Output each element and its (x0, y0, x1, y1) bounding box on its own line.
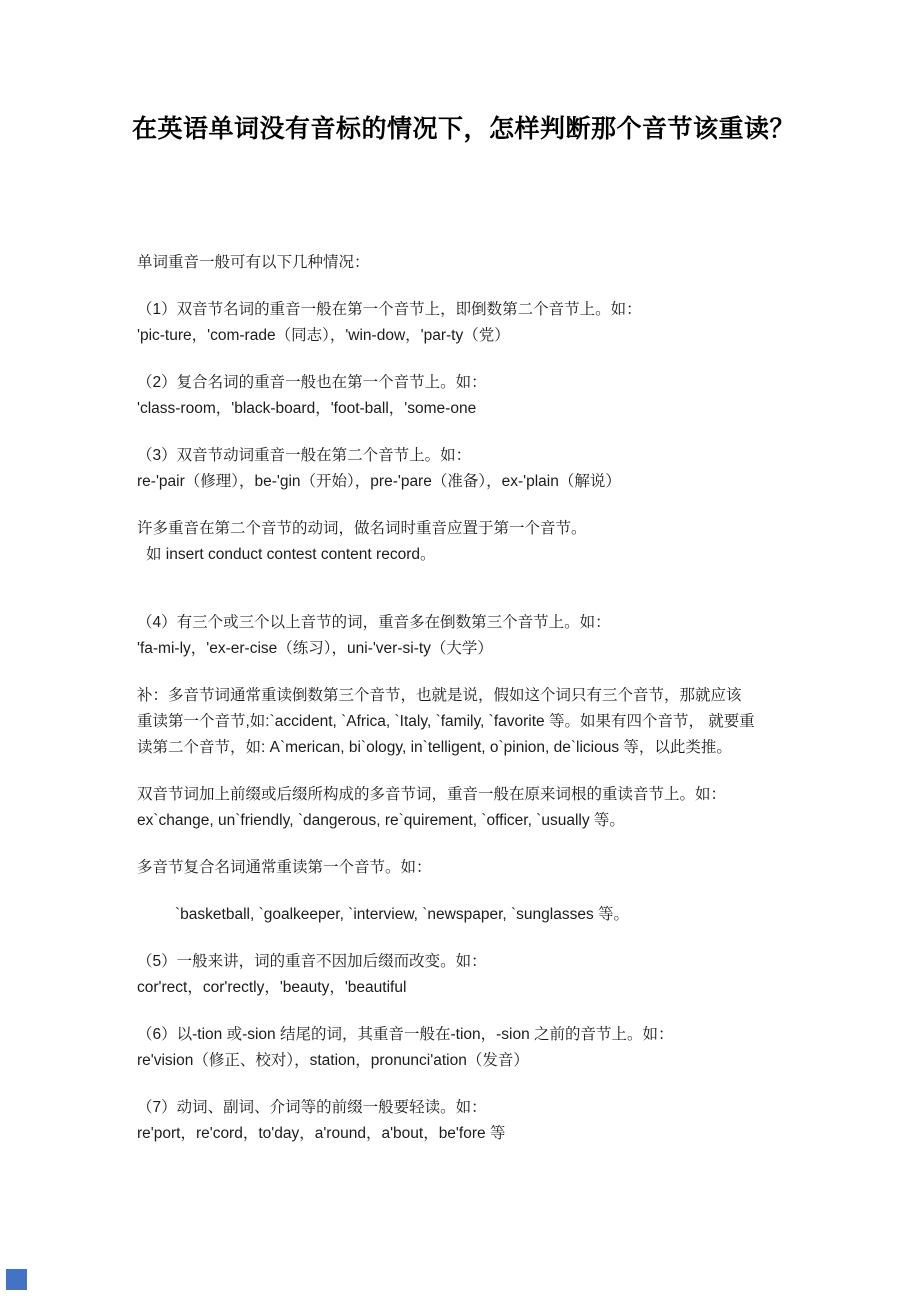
paragraph-rule-6 (137, 1022, 808, 1074)
paragraph-rule-4 (137, 610, 808, 662)
rule-examples: re-'pair（修理），be-'gin（开始），pre-'pare（准备），ex-'plain（解说） (137, 473, 621, 490)
note-examples: ex`change, un`friendly, `dangerous, re`quirement, `officer, `usually 等。 (137, 812, 625, 829)
paragraph-rule-7 (137, 1095, 808, 1147)
note-examples: `basketball, `goalkeeper, `interview, `newspaper, `sunglasses 等。 (175, 906, 630, 923)
rule-heading: （2）复合名词的重音一般也在第一个音节上。如： (137, 374, 487, 391)
rule-heading: （7）动词、副词、介词等的前缀一般要轻读。如： (137, 1099, 487, 1116)
intro-paragraph (137, 250, 808, 276)
note-line: 多音节复合名词通常重读第一个音节。如： (137, 859, 432, 876)
rule-heading: （4）有三个或三个以上音节的词，重音多在倒数第三个音节上。如： (137, 614, 611, 631)
supplement-line-1: 补：多音节词通常重读倒数第三个音节，也就是说，假如这个词只有三个音节，那就应该 (137, 687, 742, 704)
page-corner-marker (6, 1269, 27, 1290)
rule-examples: 'fa-mi-ly，'ex-er-cise（练习），uni-'ver-si-ty（大学） (137, 640, 493, 657)
paragraph-compound-noun-examples (137, 902, 808, 928)
paragraph-rule-2 (137, 370, 808, 422)
note-line: 许多重音在第二个音节的动词，做名词时重音应置于第一个音节。 (137, 520, 587, 537)
paragraph-compound-noun-note (137, 855, 808, 881)
paragraph-rule-5 (137, 949, 808, 1001)
note-examples: 如 insert conduct contest content record。 (146, 546, 436, 563)
supplement-line-3: 读第二个音节，如: A`merican, bi`ology, in`telligent, o`pinion, de`licious 等，以此类推。 (137, 739, 732, 756)
document-title: 在英语单词没有音标的情况下，怎样判断那个音节该重读？ (131, 115, 795, 143)
paragraph-affix-note (137, 782, 808, 834)
paragraph-supplement-note (137, 683, 808, 761)
rule-examples: 'class-room，'black-board，'foot-ball，'some-one (137, 400, 477, 417)
intro-line: 单词重音一般可有以下几种情况： (137, 254, 370, 271)
rule-examples: cor'rect，cor'rectly，'beauty，'beautiful (137, 979, 407, 996)
paragraph-rule-1 (137, 297, 808, 349)
rule-heading: （6）以-tion 或-sion 结尾的词，其重音一般在-tion，-sion 之前的音节上。如： (137, 1026, 674, 1043)
note-line: 双音节词加上前缀或后缀所构成的多音节词，重音一般在原来词根的重读音节上。如： (137, 786, 727, 803)
rule-heading: （1）双音节名词的重音一般在第一个音节上，即倒数第二个音节上。如： (137, 301, 642, 318)
rule-examples: re'vision（修正、校对），station，pronunci'ation（发音） (137, 1052, 529, 1069)
paragraph-rule-3 (137, 443, 808, 495)
supplement-line-2: 重读第一个音节,如:`accident, `Africa, `Italy, `family, `favorite 等。如果有四个音节， 就要重 (137, 713, 755, 730)
rule-examples: 'pic-ture，'com-rade（同志），'win-dow，'par-ty（党） (137, 327, 510, 344)
rule-heading: （3）双音节动词重音一般在第二个音节上。如： (137, 447, 472, 464)
rule-examples: re'port，re'cord，to'day，a'round，a'bout，be'fore 等 (137, 1125, 506, 1142)
rule-heading: （5）一般来讲，词的重音不因加后缀而改变。如： (137, 953, 487, 970)
paragraph-verb-noun-note (137, 516, 808, 568)
